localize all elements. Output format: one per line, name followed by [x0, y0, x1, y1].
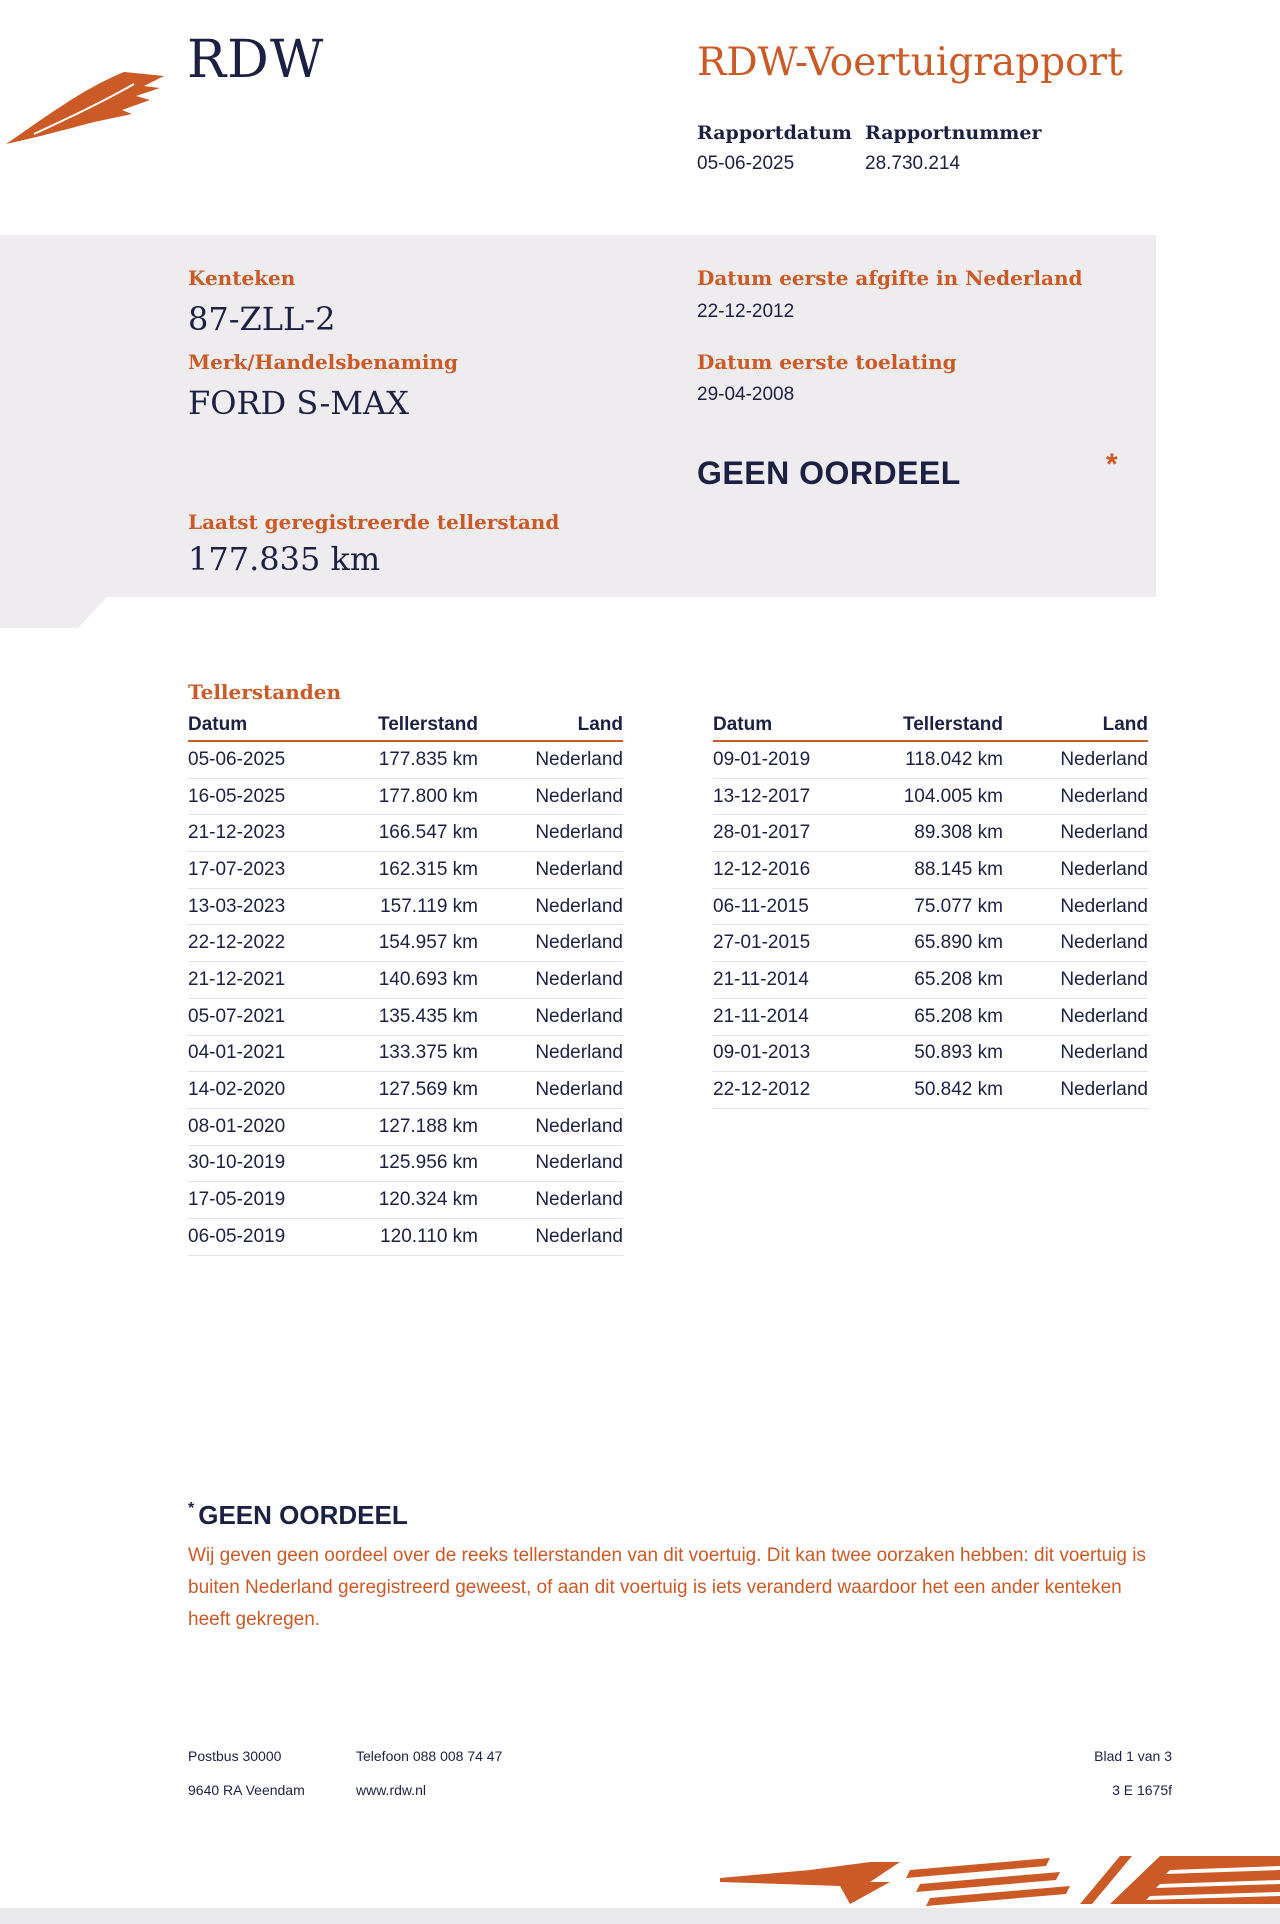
table-row [713, 998, 1148, 1035]
note-title [188, 1500, 408, 1531]
last-reading-value: 177.835 km [188, 540, 381, 578]
row-km: 104.005 km [863, 778, 1003, 815]
footer-postbus: Postbus 30000 [188, 1748, 282, 1764]
row-km: 125.956 km [338, 1145, 478, 1182]
table-row [188, 741, 623, 778]
row-country: Nederland [478, 1072, 623, 1109]
first-nl-value: 22-12-2012 [697, 301, 795, 322]
row-country: Nederland [478, 741, 623, 778]
row-km: 65.890 km [863, 925, 1003, 962]
col-km-header: Tellerstand [338, 708, 478, 741]
row-date: 17-05-2019 [188, 1182, 338, 1219]
row-country: Nederland [478, 888, 623, 925]
table-row [713, 741, 1148, 778]
table-header-row [713, 708, 1148, 741]
table-row [188, 778, 623, 815]
row-km: 133.375 km [338, 1035, 478, 1072]
row-km: 120.110 km [338, 1218, 478, 1255]
row-km: 50.842 km [863, 1072, 1003, 1109]
row-country: Nederland [1003, 962, 1148, 999]
row-km: 50.893 km [863, 1035, 1003, 1072]
row-date: 06-11-2015 [713, 888, 863, 925]
row-date: 05-07-2021 [188, 998, 338, 1035]
table-row [188, 998, 623, 1035]
report-date-label: Rapportdatum [697, 122, 852, 144]
table-row [713, 852, 1148, 889]
panel-notch-decoration [0, 596, 108, 628]
footer-page: Blad 1 van 3 [1094, 1748, 1172, 1764]
table-row [188, 888, 623, 925]
row-country: Nederland [478, 852, 623, 889]
table-row [188, 852, 623, 889]
first-nl-label: Datum eerste afgifte in Nederland [697, 266, 1083, 290]
row-km: 177.835 km [338, 741, 478, 778]
readings-table-right [713, 708, 1148, 1109]
make-label: Merk/Handelsbenaming [188, 350, 459, 374]
row-country: Nederland [478, 1035, 623, 1072]
row-date: 21-12-2023 [188, 815, 338, 852]
note-star: * [188, 1500, 195, 1517]
row-date: 09-01-2019 [713, 741, 863, 778]
table-row [188, 925, 623, 962]
table-row [188, 1218, 623, 1255]
table-row [713, 1035, 1148, 1072]
row-km: 88.145 km [863, 852, 1003, 889]
bottom-strip [0, 1908, 1280, 1924]
row-date: 13-12-2017 [713, 778, 863, 815]
row-country: Nederland [478, 925, 623, 962]
row-km: 135.435 km [338, 998, 478, 1035]
row-country: Nederland [478, 1218, 623, 1255]
row-country: Nederland [478, 778, 623, 815]
report-date: 05-06-2025 [697, 153, 795, 174]
row-country: Nederland [1003, 925, 1148, 962]
report-number-label: Rapportnummer [865, 122, 1042, 144]
plate-value: 87-ZLL-2 [188, 300, 336, 338]
table-row [188, 1108, 623, 1145]
row-country: Nederland [478, 998, 623, 1035]
row-country: Nederland [1003, 998, 1148, 1035]
row-km: 127.188 km [338, 1108, 478, 1145]
report-number: 28.730.214 [865, 153, 961, 174]
rdw-wing-logo-icon [4, 58, 164, 148]
row-km: 166.547 km [338, 815, 478, 852]
row-date: 30-10-2019 [188, 1145, 338, 1182]
row-km: 75.077 km [863, 888, 1003, 925]
row-country: Nederland [478, 1182, 623, 1219]
note-title-text: GEEN OORDEEL [198, 1500, 408, 1530]
table-row [188, 1145, 623, 1182]
col-country-header: Land [1003, 708, 1148, 741]
verdict-value: GEEN OORDEEL [697, 455, 961, 491]
col-km-header: Tellerstand [863, 708, 1003, 741]
row-date: 22-12-2022 [188, 925, 338, 962]
row-km: 162.315 km [338, 852, 478, 889]
first-admission-label: Datum eerste toelating [697, 350, 957, 374]
footer-website: www.rdw.nl [356, 1782, 427, 1798]
row-country: Nederland [478, 1108, 623, 1145]
table-row [188, 1035, 623, 1072]
readings-table-left [188, 708, 623, 1256]
make-value: FORD S-MAX [188, 384, 409, 422]
row-km: 127.569 km [338, 1072, 478, 1109]
row-country: Nederland [1003, 778, 1148, 815]
row-date: 21-11-2014 [713, 962, 863, 999]
row-date: 12-12-2016 [713, 852, 863, 889]
row-km: 120.324 km [338, 1182, 478, 1219]
row-country: Nederland [1003, 1072, 1148, 1109]
row-km: 118.042 km [863, 741, 1003, 778]
row-country: Nederland [478, 815, 623, 852]
footer-city: 9640 RA Veendam [188, 1782, 305, 1798]
row-date: 06-05-2019 [188, 1218, 338, 1255]
row-date: 21-11-2014 [713, 998, 863, 1035]
footer-code: 3 E 1675f [1112, 1782, 1172, 1798]
note-text: Wij geven geen oordeel over de reeks tellerstanden van dit voertuig. Dit kan twee oorzaken hebben: dit voertuig is buiten Nederland geregistreerd geweest, of aan dit voertuig is iets veranderd waardoor het een ander kenteken heeft gekregen. [188, 1545, 1146, 1630]
row-country: Nederland [1003, 1035, 1148, 1072]
last-reading-label: Laatst geregistreerde tellerstand [188, 510, 560, 534]
row-date: 22-12-2012 [713, 1072, 863, 1109]
row-km: 89.308 km [863, 815, 1003, 852]
row-country: Nederland [1003, 741, 1148, 778]
row-country: Nederland [478, 962, 623, 999]
table-row [188, 1182, 623, 1219]
row-km: 157.119 km [338, 888, 478, 925]
table-header-row [188, 708, 623, 741]
table-row [188, 815, 623, 852]
col-date-header: Datum [713, 708, 863, 741]
footer-phone: Telefoon 088 008 74 47 [356, 1748, 503, 1764]
report-title: RDW-Voertuigrapport [697, 40, 1123, 85]
col-date-header: Datum [188, 708, 338, 741]
brand-name: RDW [187, 30, 325, 90]
row-date: 17-07-2023 [188, 852, 338, 889]
first-admission-value: 29-04-2008 [697, 384, 795, 405]
table-row [188, 1072, 623, 1109]
row-km: 140.693 km [338, 962, 478, 999]
table-row [713, 778, 1148, 815]
row-date: 16-05-2025 [188, 778, 338, 815]
row-date: 28-01-2017 [713, 815, 863, 852]
col-country-header: Land [478, 708, 623, 741]
table-row [188, 962, 623, 999]
row-km: 154.957 km [338, 925, 478, 962]
row-date: 27-01-2015 [713, 925, 863, 962]
row-date: 09-01-2013 [713, 1035, 863, 1072]
row-date: 14-02-2020 [188, 1072, 338, 1109]
row-country: Nederland [1003, 852, 1148, 889]
verdict-asterisk: * [1106, 448, 1118, 481]
readings-heading: Tellerstanden [188, 680, 342, 704]
row-country: Nederland [1003, 815, 1148, 852]
row-country: Nederland [1003, 888, 1148, 925]
row-country: Nederland [478, 1145, 623, 1182]
plate-label: Kenteken [188, 266, 296, 290]
table-row [713, 1072, 1148, 1109]
row-date: 04-01-2021 [188, 1035, 338, 1072]
table-row [713, 888, 1148, 925]
row-date: 21-12-2021 [188, 962, 338, 999]
table-row [713, 925, 1148, 962]
rdw-footer-stripes-icon [720, 1848, 1280, 1908]
table-row [713, 962, 1148, 999]
row-km: 65.208 km [863, 962, 1003, 999]
table-row [713, 815, 1148, 852]
row-km: 65.208 km [863, 998, 1003, 1035]
row-date: 13-03-2023 [188, 888, 338, 925]
row-date: 08-01-2020 [188, 1108, 338, 1145]
row-date: 05-06-2025 [188, 741, 338, 778]
row-km: 177.800 km [338, 778, 478, 815]
